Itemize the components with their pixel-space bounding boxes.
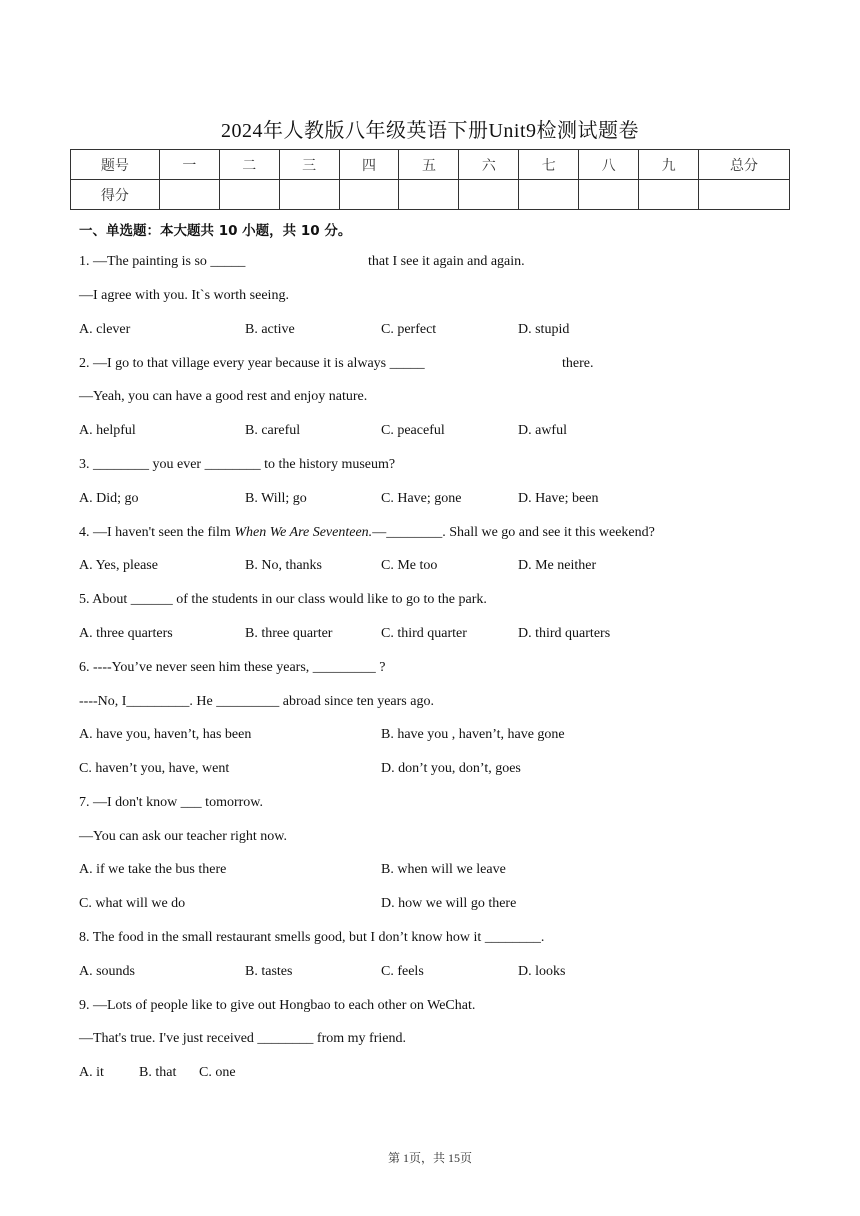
question-6-reply: ----No, I_________. He _________ abroad since ten years ago. [79, 694, 434, 709]
question-1-stem-end: that I see it again and again. [368, 254, 525, 269]
score-cell [399, 180, 459, 210]
score-cell [519, 180, 579, 210]
question-9-option-a[interactable]: A. it [79, 1065, 104, 1080]
question-4-option-c[interactable]: C. Me too [381, 558, 438, 573]
score-header-cell: 二 [219, 150, 279, 180]
question-7-reply: —You can ask our teacher right now. [79, 829, 288, 844]
question-6-option-b[interactable]: B. have you , haven’t, have gone [381, 727, 565, 742]
score-header-cell: 四 [339, 150, 399, 180]
question-6-option-d[interactable]: D. don’t you, don’t, goes [381, 761, 521, 776]
question-7-option-a[interactable]: A. if we take the bus there [79, 862, 227, 877]
question-1-stem [79, 254, 245, 270]
question-4-option-d[interactable]: D. Me neither [518, 558, 597, 573]
question-2-reply: —Yeah, you can have a good rest and enjoy nature. [79, 389, 368, 404]
question-7-option-c[interactable]: C. what will we do [79, 896, 186, 911]
question-6-stem: 6. ----You’ve never seen him these years, _________ ? [79, 660, 386, 675]
score-cell [219, 180, 279, 210]
score-cell [279, 180, 339, 210]
question-3-option-a[interactable]: A. Did; go [79, 491, 139, 506]
question-5-stem: 5. About ______ of the students in our class would like to go to the park. [79, 592, 487, 607]
score-header-cell: 三 [279, 150, 339, 180]
question-2-stem-end: there. [562, 356, 594, 371]
score-header-cell: 一 [159, 150, 219, 180]
score-header-cell: 六 [459, 150, 519, 180]
question-1-option-a[interactable]: A. clever [79, 322, 131, 337]
score-cell [159, 180, 219, 210]
question-9-reply: —That's true. I've just received ________ from my friend. [79, 1031, 406, 1046]
question-2-stem: 2. —I go to that village every year because it is always _____ [79, 356, 425, 371]
score-table-score-row [71, 180, 790, 210]
score-header-cell: 五 [399, 150, 459, 180]
question-1-option-b[interactable]: B. active [245, 322, 295, 337]
exam-title: 2024年人教版八年级英语下册Unit9检测试题卷 [220, 120, 640, 142]
question-8-stem: 8. The food in the small restaurant smells good, but I don’t know how it ________. [79, 930, 545, 945]
question-5-option-b[interactable]: B. three quarter [245, 626, 333, 641]
question-9-option-b[interactable]: B. that [139, 1065, 177, 1080]
question-4-stem [79, 525, 655, 541]
question-4-stem-end: —________. Shall we go and see it this weekend? [372, 525, 655, 540]
question-7-option-d[interactable]: D. how we will go there [381, 896, 517, 911]
score-table-header-row [71, 150, 790, 180]
question-1-stem-start: 1. —The painting is so _____ [79, 254, 246, 269]
score-cell [459, 180, 519, 210]
question-8-option-b[interactable]: B. tastes [245, 964, 293, 979]
question-5-option-a[interactable]: A. three quarters [79, 626, 173, 641]
question-3-option-b[interactable]: B. Will; go [245, 491, 307, 506]
score-table [70, 149, 790, 210]
score-header-cell: 七 [519, 150, 579, 180]
score-header-cell: 八 [579, 150, 639, 180]
score-header-cell: 题号 [71, 150, 160, 180]
question-1-option-d[interactable]: D. stupid [518, 322, 570, 337]
question-6-option-c[interactable]: C. haven’t you, have, went [79, 761, 230, 776]
question-3-stem: 3. ________ you ever ________ to the history museum? [79, 457, 396, 472]
question-4-option-a[interactable]: A. Yes, please [79, 558, 158, 573]
question-5-option-d[interactable]: D. third quarters [518, 626, 611, 641]
question-3-option-c[interactable]: C. Have; gone [381, 491, 462, 506]
question-1-option-c[interactable]: C. perfect [381, 322, 437, 337]
score-cell [339, 180, 399, 210]
question-7-stem: 7. —I don't know ___ tomorrow. [79, 795, 263, 810]
section-heading: 一、单选题：本大题共 10 小题，共 10 分。 [79, 223, 352, 239]
score-row-label: 得分 [71, 180, 160, 210]
score-header-cell: 九 [639, 150, 699, 180]
question-2-option-c[interactable]: C. peaceful [381, 423, 445, 438]
question-2-option-a[interactable]: A. helpful [79, 423, 136, 438]
question-8-option-d[interactable]: D. looks [518, 964, 566, 979]
question-9-stem: 9. —Lots of people like to give out Hongbao to each other on WeChat. [79, 998, 476, 1013]
question-7-option-b[interactable]: B. when will we leave [381, 862, 506, 877]
question-4-film-title: When We Are Seventeen. [234, 525, 373, 540]
score-cell [639, 180, 699, 210]
score-cell [579, 180, 639, 210]
question-6-option-a[interactable]: A. have you, haven’t, has been [79, 727, 252, 742]
question-1-reply: —I agree with you. It`s worth seeing. [79, 288, 289, 303]
question-2-option-b[interactable]: B. careful [245, 423, 301, 438]
score-cell [699, 180, 790, 210]
question-8-option-a[interactable]: A. sounds [79, 964, 136, 979]
question-2-option-d[interactable]: D. awful [518, 423, 567, 438]
question-3-option-d[interactable]: D. Have; been [518, 491, 599, 506]
question-4-stem-start: 4. —I haven't seen the film [79, 525, 235, 540]
score-header-cell: 总分 [699, 150, 790, 180]
question-9-option-c[interactable]: C. one [199, 1065, 236, 1080]
question-8-option-c[interactable]: C. feels [381, 964, 424, 979]
question-4-option-b[interactable]: B. No, thanks [245, 558, 322, 573]
question-5-option-c[interactable]: C. third quarter [381, 626, 467, 641]
page-footer: 第 1页，共 15页 [387, 1151, 472, 1165]
